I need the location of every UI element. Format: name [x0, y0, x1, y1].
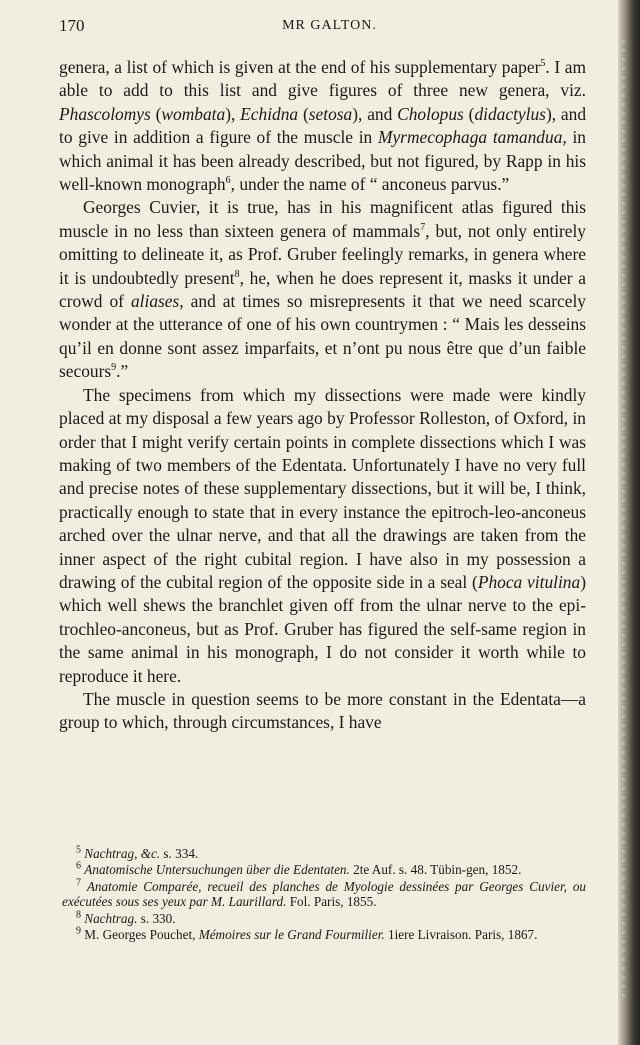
- footnote: [62, 862, 586, 877]
- text-run: 2te Auf. s. 48. Tübin-gen, 1852.: [349, 862, 522, 878]
- footnote-ref: 7: [76, 877, 81, 889]
- text-run: 1iere Livraison. Paris, 1867.: [384, 927, 538, 943]
- text-run: Georges Cuvier, it is true, has in his magnificent atlas figured this muscle in no less than sixteen genera of mammals: [59, 197, 586, 241]
- text-run: ),: [225, 103, 241, 124]
- text-run: ) which well shews the branchlet given off from the ulnar nerve to the epi-trochleo-anconeus, but as Prof. Gruber has figured the self-same region in the same animal in his monograph, I do not consider it worth while to reproduce it here.: [59, 571, 586, 686]
- footnote-ref: 6: [225, 175, 231, 187]
- running-title: MR GALTON.: [282, 18, 377, 33]
- text-run: The muscle in question seems to be more constant in the Edentata—a group to which, through circumstances, I have: [59, 688, 586, 733]
- paragraph: [59, 688, 586, 735]
- footnote-ref: 9: [76, 925, 81, 937]
- italic-text: Phoca vitulina: [477, 571, 581, 592]
- italic-text: aliases,: [130, 291, 184, 312]
- text-run: , under the name of “ anconeus parvus.”: [230, 174, 510, 195]
- footnote-ref: 5: [540, 58, 546, 70]
- text-run: .”: [116, 361, 129, 382]
- footnote-ref: 7: [420, 222, 426, 234]
- text-run: ), and to give in addition a figure of the muscle in: [59, 103, 587, 148]
- italic-text: wombata: [161, 103, 226, 124]
- paragraph: [59, 384, 586, 688]
- text-run: , he, when he does represent it, masks it under a crowd of: [59, 267, 586, 312]
- footnotes: [62, 846, 586, 943]
- footnote-ref: 6: [76, 861, 81, 873]
- italic-text: Echidna: [240, 103, 299, 124]
- italic-text: Anatomische Untersuchungen über die Edentaten.: [84, 862, 350, 878]
- italic-text: Phascolomys: [59, 103, 151, 124]
- page-header: [59, 10, 600, 38]
- footnote: [62, 927, 586, 942]
- text-run: in which animal it has been already described, but not figured, by Rapp in his well-known monograph: [59, 127, 586, 195]
- footnote-ref: 5: [76, 844, 81, 856]
- text-run: Fol. Paris, 1855.: [286, 894, 377, 910]
- italic-text: Myrmecophaga tamandua,: [377, 127, 567, 148]
- text-run: M. Georges Pouchet,: [81, 927, 199, 943]
- footnote-ref: 8: [76, 909, 81, 921]
- italic-text: didactylus: [474, 103, 546, 124]
- text-run: . I am able to add to this list and give figures of three new genera, viz.: [59, 57, 586, 101]
- italic-text: Mémoires sur le Grand Fourmilier.: [198, 927, 385, 943]
- italic-text: setosa: [308, 103, 353, 124]
- text-run: The specimens from which my dissections were made were kindly placed at my disposal a few years ago by Professor Rolleston, of Oxford, in order that I might verify certain points in complete dissections which I was making of two members of the Edentata. Unfortunately I have no very full and precise notes of these supplementary dissections, but it will be, I think, practically enough to state that in every instance the epitroch-leo-anconeus arched over the ulnar nerve, and that all the drawings are taken from the inner aspect of the right cubital region. I have also in my possession a drawing of the cubital region of the opposite side in a seal (: [59, 384, 586, 592]
- page-number: 170: [59, 16, 85, 35]
- footnote-ref: 8: [234, 268, 240, 280]
- italic-text: Nachtrag, &c.: [84, 846, 161, 861]
- text-run: ), and: [352, 103, 398, 124]
- text-run: s. 334.: [160, 846, 199, 861]
- text-run: , but, not only entirely omitting to delineate it, as Prof. Gruber feelingly remarks, in genera where it is undoubtedly present: [59, 220, 586, 288]
- text-run: genera, a list of which is given at the end of his supplementary paper: [59, 57, 541, 77]
- text-run: (: [150, 103, 162, 124]
- body-text: [59, 56, 586, 735]
- italic-text: Cholopus: [397, 103, 464, 124]
- footnote-ref: 9: [111, 362, 117, 374]
- paragraph: [59, 196, 586, 383]
- text-run: (: [463, 103, 475, 124]
- text-run: and at times so misrepresents it that we need scarcely wonder at the utterance of one of his own countrymen : “ Mais les desseins qu’il en donne sont assez imparfaits, et n’ont pu nous être que d’un faible secours: [59, 291, 586, 382]
- text-run: s. 330.: [137, 910, 176, 926]
- page-edge-shadow: [618, 0, 640, 1045]
- paragraph: [59, 56, 586, 196]
- italic-text: Anatomie Comparée, recueil des planches de Myologie dessinées par Georges Cuvier, ou exécutées sous ses yeux par M. Laurillard.: [62, 878, 587, 910]
- italic-text: Nachtrag.: [84, 910, 138, 926]
- footnote: [62, 879, 586, 910]
- text-run: (: [298, 103, 309, 124]
- footnote: [62, 911, 586, 926]
- footnote: [62, 846, 586, 861]
